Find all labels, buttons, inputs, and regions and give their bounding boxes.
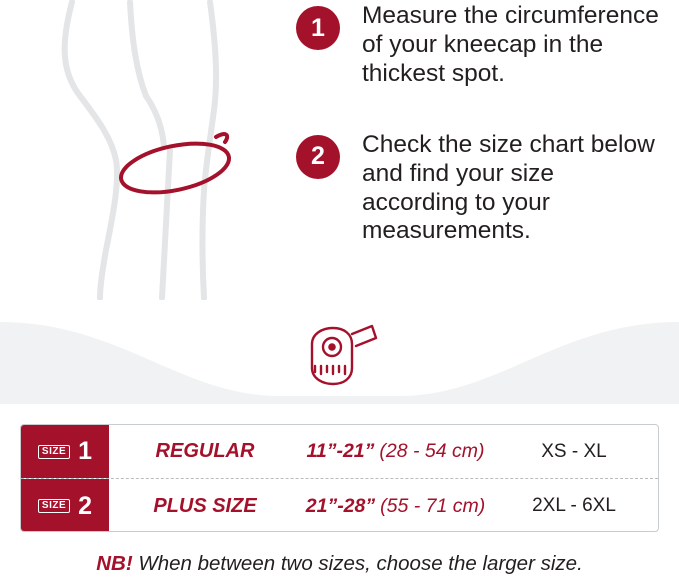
footnote [0,552,679,576]
size-letters-2: 2XL - 6XL [532,495,616,516]
step-item-2 [296,131,666,247]
size-range-cm-2: (55 - 71 cm) [380,494,486,517]
size-name-1: REGULAR [155,440,255,462]
leg-with-measuring-tape-illustration [20,0,290,300]
table-row [21,479,658,532]
size-label-1: SIZE [38,445,70,459]
size-range-2 [301,479,490,532]
step-number-badge-2: 2 [296,135,340,179]
measuring-tape-icon [302,322,382,390]
footnote-text: When between two sizes, choose the larger size. [132,552,583,575]
size-range-inches-2: 21”-28” [305,494,376,517]
size-chart-table [20,424,659,532]
size-range-1 [301,425,490,478]
size-number-1: 1 [78,437,93,465]
size-tab-1 [21,425,109,478]
size-tab-2 [21,479,109,532]
table-row [21,425,658,479]
step-text-1: Measure the circumference of your kneecap in the thickest spot. [362,2,659,87]
steps-list [296,0,666,264]
step-text-2: Check the size chart below and find your size according to your measurements. [362,130,655,245]
size-name-2: PLUS SIZE [153,494,257,517]
step-number-badge-1: 1 [296,6,340,50]
footnote-prefix: NB! [96,552,133,575]
size-label-2: SIZE [38,499,70,513]
size-range-inches-1: 11”-21” [306,440,375,462]
divider-band [0,300,679,404]
size-letters-1: XS - XL [541,440,607,462]
size-range-cm-1: (28 - 54 cm) [379,440,485,462]
size-number-2: 2 [78,491,93,520]
step-item-1 [296,2,666,89]
